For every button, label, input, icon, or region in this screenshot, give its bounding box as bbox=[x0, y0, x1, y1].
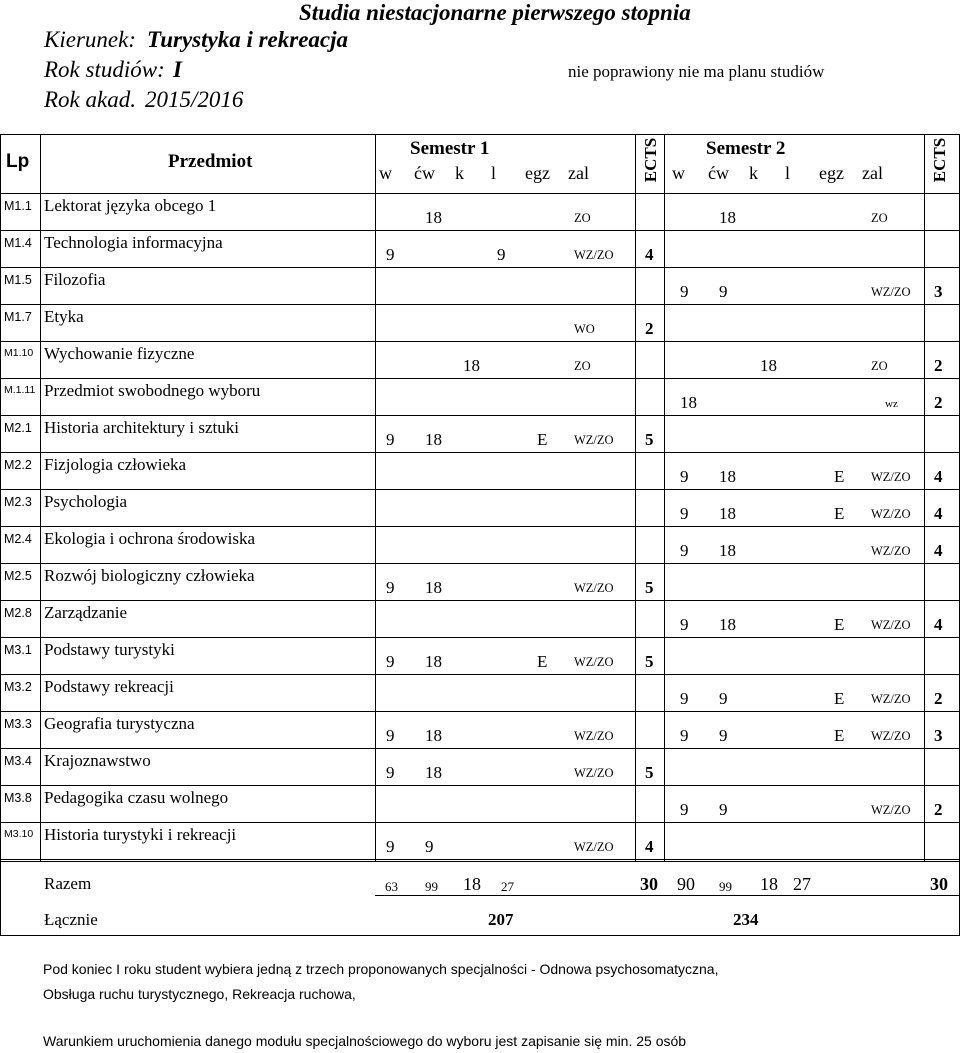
subheader-s2-w: w bbox=[672, 163, 685, 183]
row-subject: Podstawy rekreacji bbox=[44, 677, 174, 696]
studia-title: Studia niestacjonarne pierwszego stopnia bbox=[299, 0, 691, 25]
row-s1-zal: ZO bbox=[574, 359, 591, 373]
semestr-2-header: Semestr 2 bbox=[706, 138, 786, 159]
row-s1-w: 9 bbox=[386, 726, 395, 745]
subheader-s1-ćw: ćw bbox=[414, 163, 435, 183]
akad-label: Rok akad. bbox=[44, 87, 136, 112]
row-s2-ects: 4 bbox=[934, 504, 943, 523]
row-s1-ects: 5 bbox=[645, 763, 654, 782]
row-s2-zal: WZ/ZO bbox=[871, 285, 911, 299]
razem-s1-ects: 30 bbox=[640, 874, 658, 894]
lp-header: Lp bbox=[6, 151, 30, 172]
row-s2-k: 18 bbox=[760, 356, 777, 375]
footer-line-3: Warunkiem uruchomienia danego modułu specjalnościowego do wyboru jest zapisanie się min. 25 osób bbox=[43, 1033, 687, 1049]
subheader-s2-k: k bbox=[749, 163, 758, 183]
row-s2-zal: WZ/ZO bbox=[871, 803, 911, 817]
row-s2-egz: E bbox=[834, 689, 845, 708]
row-s2-cw: 9 bbox=[719, 689, 728, 708]
row-s2-ects: 2 bbox=[934, 689, 943, 708]
razem-s1-l: 27 bbox=[501, 879, 514, 894]
row-s1-egz: E bbox=[537, 430, 548, 449]
row-subject: Przedmiot swobodnego wyboru bbox=[44, 381, 261, 400]
row-subject: Fizjologia człowieka bbox=[44, 455, 187, 474]
row-s1-cw: 18 bbox=[425, 208, 442, 227]
row-subject: Filozofia bbox=[44, 270, 106, 289]
row-s1-zal: WZ/ZO bbox=[574, 655, 614, 669]
row-s2-zal: WZ/ZO bbox=[871, 692, 911, 706]
kierunek-label: Kierunek: bbox=[44, 27, 136, 52]
row-s2-ects: 2 bbox=[934, 800, 943, 819]
row-s1-k: 18 bbox=[463, 356, 480, 375]
row-s1-zal: WZ/ZO bbox=[574, 729, 614, 743]
row-s2-zal: WZ/ZO bbox=[871, 618, 911, 632]
ects-header-1: ECTS bbox=[641, 137, 660, 183]
row-lp: M1.7 bbox=[4, 310, 32, 324]
row-s2-ects: 3 bbox=[934, 726, 943, 745]
subheader-s2-ćw: ćw bbox=[708, 163, 729, 183]
row-subject: Krajoznawstwo bbox=[44, 751, 151, 770]
row-s2-w: 9 bbox=[680, 541, 689, 560]
row-s2-egz: E bbox=[834, 504, 845, 523]
row-s1-cw: 18 bbox=[425, 726, 442, 745]
row-s1-w: 9 bbox=[386, 245, 395, 264]
row-lp: M1.5 bbox=[4, 273, 32, 287]
row-s2-cw: 9 bbox=[719, 726, 728, 745]
row-s1-zal: WZ/ZO bbox=[574, 840, 614, 854]
row-s2-egz: E bbox=[834, 467, 845, 486]
row-s2-egz: E bbox=[834, 726, 845, 745]
row-s2-egz: E bbox=[834, 615, 845, 634]
row-subject: Etyka bbox=[44, 307, 84, 326]
row-s1-ects: 5 bbox=[645, 652, 654, 671]
row-s2-w: 9 bbox=[680, 282, 689, 301]
plan-note: nie poprawiony nie ma planu studiów bbox=[568, 62, 825, 81]
subheader-s2-l: l bbox=[785, 163, 791, 183]
subheader-s1-w: w bbox=[379, 163, 392, 183]
subheader-s1-l: l bbox=[491, 163, 497, 183]
row-s2-cw: 9 bbox=[719, 282, 728, 301]
row-s2-zal: WZ/ZO bbox=[871, 729, 911, 743]
akad-value: 2015/2016 bbox=[145, 87, 244, 112]
row-s1-zal: WZ/ZO bbox=[574, 581, 614, 595]
subheader-s2-zal: zal bbox=[862, 163, 883, 183]
row-s1-cw: 18 bbox=[425, 652, 442, 671]
row-lp: M1.1 bbox=[4, 199, 32, 213]
row-s1-ects: 5 bbox=[645, 578, 654, 597]
row-s1-l: 9 bbox=[497, 245, 506, 264]
row-lp: M3.1 bbox=[4, 643, 32, 657]
row-s2-ects: 4 bbox=[934, 615, 943, 634]
row-s1-zal: WZ/ZO bbox=[574, 248, 614, 262]
row-s2-w: 18 bbox=[680, 393, 697, 412]
row-subject: Historia turystyki i rekreacji bbox=[44, 825, 237, 844]
row-lp: M2.5 bbox=[4, 569, 32, 583]
row-subject: Technologia informacyjna bbox=[44, 233, 223, 252]
subheader-s1-k: k bbox=[455, 163, 464, 183]
rok-label: Rok studiów: bbox=[44, 57, 165, 82]
row-s2-zal: WZ/ZO bbox=[871, 507, 911, 521]
row-s2-zal: ZO bbox=[871, 359, 888, 373]
row-s2-zal: WZ/ZO bbox=[871, 544, 911, 558]
row-s2-cw: 18 bbox=[719, 467, 736, 486]
row-lp: M3.4 bbox=[4, 754, 32, 768]
row-s2-cw: 18 bbox=[719, 504, 736, 523]
razem-s2-w: 90 bbox=[677, 874, 695, 894]
row-lp: M3.3 bbox=[4, 717, 32, 731]
row-s2-w: 9 bbox=[680, 615, 689, 634]
row-s1-egz: E bbox=[537, 652, 548, 671]
razem-s2-k: 18 bbox=[760, 874, 778, 894]
row-lp: M3.8 bbox=[4, 791, 32, 805]
razem-s1-k: 18 bbox=[463, 874, 481, 894]
row-lp: M2.1 bbox=[4, 421, 32, 435]
razem-s2-ects: 30 bbox=[930, 874, 948, 894]
lacznie-s1: 207 bbox=[488, 910, 514, 929]
row-lp: M.1.11 bbox=[4, 384, 36, 396]
row-s1-cw: 18 bbox=[425, 763, 442, 782]
row-lp: M3.2 bbox=[4, 680, 32, 694]
row-s2-w: 9 bbox=[680, 689, 689, 708]
razem-label: Razem bbox=[44, 874, 92, 893]
row-s1-w: 9 bbox=[386, 763, 395, 782]
row-s2-zal: WZ/ZO bbox=[871, 470, 911, 484]
row-lp: M3.10 bbox=[4, 828, 34, 840]
row-s1-w: 9 bbox=[386, 652, 395, 671]
row-s2-cw: 18 bbox=[719, 208, 736, 227]
lacznie-s2: 234 bbox=[733, 910, 759, 929]
row-s2-zal: wz bbox=[885, 398, 898, 410]
row-s1-zal: WO bbox=[574, 322, 595, 336]
row-s1-ects: 4 bbox=[645, 837, 654, 856]
row-s1-w: 9 bbox=[386, 578, 395, 597]
row-s1-cw: 18 bbox=[425, 578, 442, 597]
row-s2-zal: ZO bbox=[871, 211, 888, 225]
lacznie-label: Łącznie bbox=[44, 910, 98, 929]
row-s1-zal: WZ/ZO bbox=[574, 766, 614, 780]
row-s2-ects: 2 bbox=[934, 356, 943, 375]
footer-line-2: Obsługa ruchu turystycznego, Rekreacja ruchowa, bbox=[43, 986, 356, 1002]
razem-s1-cw: 99 bbox=[425, 879, 438, 894]
row-s1-ects: 4 bbox=[645, 245, 654, 264]
row-lp: M1.10 bbox=[4, 347, 34, 359]
row-s2-ects: 3 bbox=[934, 282, 943, 301]
row-s1-cw: 18 bbox=[425, 430, 442, 449]
row-s1-w: 9 bbox=[386, 837, 395, 856]
row-lp: M2.4 bbox=[4, 532, 32, 546]
row-s1-ects: 2 bbox=[645, 319, 654, 338]
row-s1-zal: WZ/ZO bbox=[574, 433, 614, 447]
row-s1-w: 9 bbox=[386, 430, 395, 449]
row-lp: M2.2 bbox=[4, 458, 32, 472]
row-lp: M2.8 bbox=[4, 606, 32, 620]
row-subject: Ekologia i ochrona środowiska bbox=[44, 529, 256, 548]
row-s2-w: 9 bbox=[680, 726, 689, 745]
row-s2-w: 9 bbox=[680, 467, 689, 486]
row-s1-ects: 5 bbox=[645, 430, 654, 449]
row-s2-cw: 18 bbox=[719, 615, 736, 634]
subheader-s2-egz: egz bbox=[819, 163, 844, 183]
row-s1-cw: 9 bbox=[425, 837, 434, 856]
row-subject: Lektorat języka obcego 1 bbox=[44, 196, 217, 215]
row-subject: Zarządzanie bbox=[44, 603, 128, 622]
razem-s2-l: 27 bbox=[793, 874, 811, 894]
row-subject: Podstawy turystyki bbox=[44, 640, 175, 659]
row-s2-w: 9 bbox=[680, 800, 689, 819]
row-lp: M1.4 bbox=[4, 236, 32, 250]
row-s2-ects: 2 bbox=[934, 393, 943, 412]
row-s2-w: 9 bbox=[680, 504, 689, 523]
subheader-s1-zal: zal bbox=[568, 163, 589, 183]
row-s2-cw: 9 bbox=[719, 800, 728, 819]
ects-header-2: ECTS bbox=[930, 137, 949, 183]
row-subject: Historia architektury i sztuki bbox=[44, 418, 239, 437]
kierunek-value: Turystyka i rekreacja bbox=[147, 27, 349, 52]
row-s1-zal: ZO bbox=[574, 211, 591, 225]
row-subject: Psychologia bbox=[44, 492, 128, 511]
przedmiot-header: Przedmiot bbox=[168, 151, 253, 172]
row-subject: Wychowanie fizyczne bbox=[44, 344, 195, 363]
row-s2-cw: 18 bbox=[719, 541, 736, 560]
row-subject: Pedagogika czasu wolnego bbox=[44, 788, 229, 807]
row-subject: Rozwój biologiczny człowieka bbox=[44, 566, 255, 585]
row-s2-ects: 4 bbox=[934, 467, 943, 486]
subheader-s1-egz: egz bbox=[525, 163, 550, 183]
row-subject: Geografia turystyczna bbox=[44, 714, 195, 733]
semestr-1-header: Semestr 1 bbox=[410, 138, 490, 159]
row-s2-ects: 4 bbox=[934, 541, 943, 560]
row-lp: M2.3 bbox=[4, 495, 32, 509]
razem-s1-w: 63 bbox=[385, 879, 398, 894]
footer-line-1: Pod koniec I roku student wybiera jedną z trzech proponowanych specjalności - Odnowa psychosomatyczna, bbox=[43, 961, 719, 977]
razem-s2-cw: 99 bbox=[719, 879, 732, 894]
rok-value: I bbox=[173, 57, 182, 82]
